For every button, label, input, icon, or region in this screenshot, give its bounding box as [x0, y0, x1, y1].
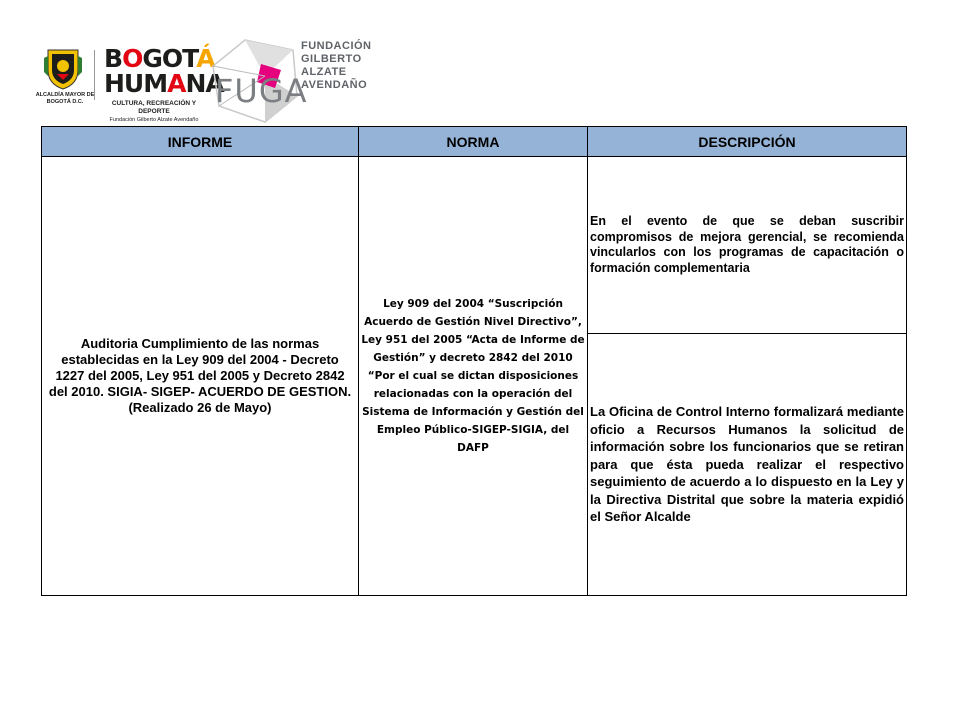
fuga-name-line: FUNDACIÓN [301, 40, 372, 52]
cell-informe: Auditoria Cumplimiento de las normas establecidas en la Ley 909 del 2004 - Decreto 1227 del 2005, Ley 951 del 2005 y Decreto 2842 del 2010. SIGIA- SIGEP- ACUERDO DE GESTION. (Realizado 26 de Mayo) [41, 156, 359, 596]
coat-of-arms-icon [42, 46, 84, 90]
cultura-subline: Fundación Gilberto Alzate Avendaño [109, 117, 199, 123]
header-logos [0, 0, 960, 125]
fuga-wordmark: FUGA [215, 72, 308, 110]
header-norma: NORMA [358, 126, 588, 157]
cell-norma: Ley 909 del 2004 “Suscripción Acuerdo de Gestión Nivel Directivo”, Ley 951 del 2005 “Acta de Informe de Gestión” y decreto 2842 del 2010 “Por el cual se dictan disposiciones relacionadas con la operación del Sistema de Información y Gestión del Empleo Público-SIGEP-SIGIA, del DAFP [358, 156, 588, 596]
fuga-logo [205, 36, 375, 126]
cultura-line: CULTURA, RECREACIÓN Y DEPORTE [111, 100, 197, 115]
fuga-foundation-name [301, 40, 372, 92]
alcaldia-logo-text: ALCALDÍA MAYOR DE BOGOTÁ D.C. [35, 92, 95, 105]
cultura-caption [104, 100, 204, 124]
fuga-name-line: ALZATE [301, 66, 347, 78]
report-table [41, 126, 907, 596]
header-informe: INFORME [41, 126, 359, 157]
logo-divider [94, 50, 95, 100]
bogota-humana-logo: BOGOTÁ HUMANA [104, 44, 224, 98]
fuga-name-line: AVENDAÑO [301, 79, 368, 91]
header-descripcion: DESCRIPCIÓN [587, 126, 907, 157]
cell-descripcion-2: La Oficina de Control Interno formalizará mediante oficio a Recursos Humanos la solicitud de información sobre los funcionarios que se retiran para que ésta pueda realizar el respectivo seguimiento de acuerdo a lo dispuesto en la Ley y la Directiva Distrital que sobre la materia expidió el Señor Alcalde [587, 333, 907, 596]
fuga-name-line: GILBERTO [301, 53, 362, 65]
cell-descripcion-1: En el evento de que se deban suscribir compromisos de mejora gerencial, se recomienda vincularlos con los programas de capacitación o formación complementaria [587, 156, 907, 334]
alcaldia-logo [28, 46, 102, 116]
